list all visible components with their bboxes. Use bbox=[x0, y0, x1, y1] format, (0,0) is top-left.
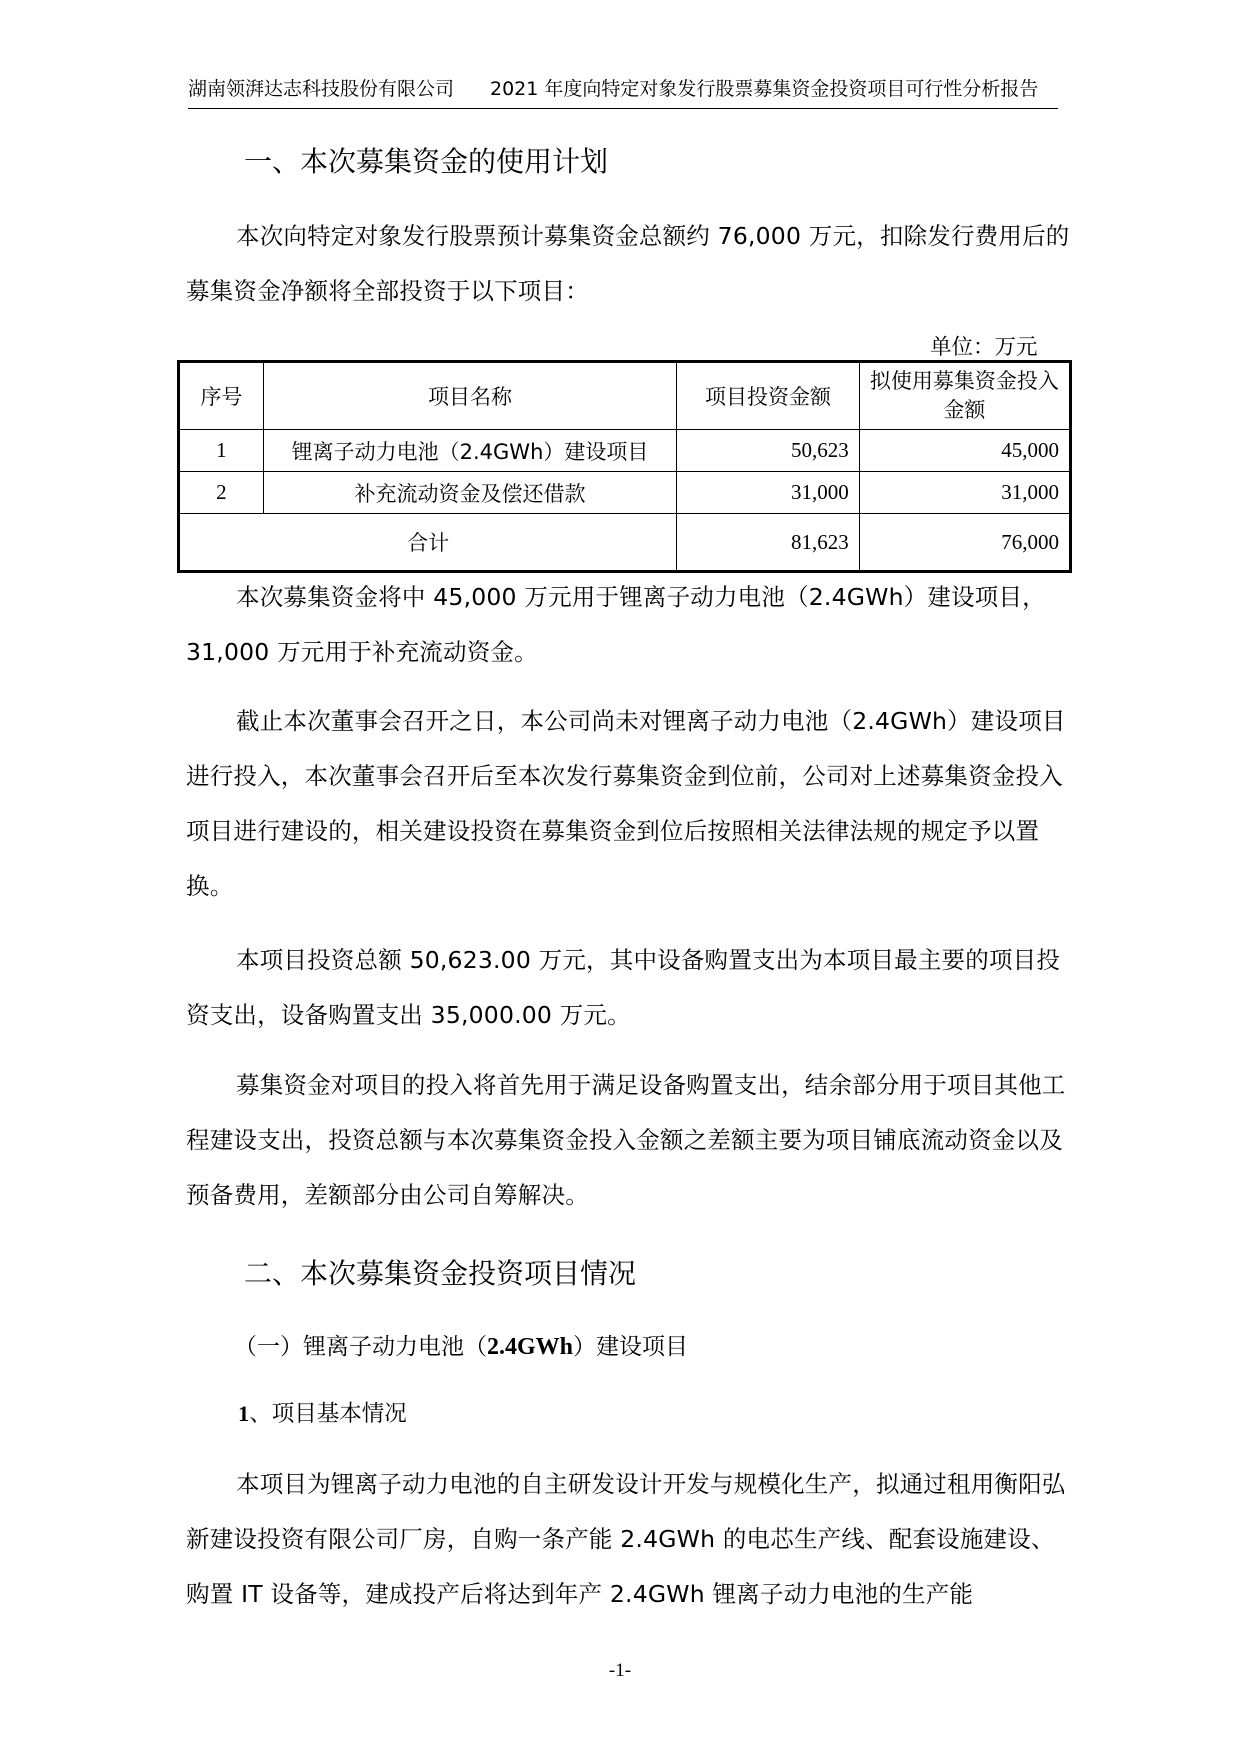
page-number: -1- bbox=[608, 1660, 632, 1681]
row-raise: 31,000 bbox=[859, 472, 1070, 514]
header-no: 序号 bbox=[179, 362, 264, 430]
paragraph-allocation: 本次募集资金将中 45,000 万元用于锂离子动力电池（2.4GWh）建设项目，31,000 万元用于补充流动资金。 bbox=[186, 583, 1046, 666]
table-total-row bbox=[179, 514, 1071, 572]
subtitle-post: ）建设项目 bbox=[573, 1334, 689, 1360]
section2-title: 二、本次募集资金投资项目情况 bbox=[244, 1257, 637, 1290]
paragraph-funding-use: 募集资金对项目的投入将首先用于满足设备购置支出，结余部分用于项目其他工程建设支出，投资总额与本次募集资金投入金额之差额主要为项目铺底流动资金以及预备费用，差额部分由公司自筹解决。 bbox=[186, 1071, 1066, 1209]
header-raise: 拟使用募集资金投入金额 bbox=[859, 362, 1070, 430]
section2-subtitle bbox=[234, 1328, 688, 1361]
table-unit: 单位：万元 bbox=[930, 335, 1038, 360]
item-heading bbox=[238, 1396, 407, 1428]
header-company: 湖南领湃达志科技股份有限公司 bbox=[188, 78, 455, 100]
subtitle-pre: （一）锂离子动力电池（ bbox=[234, 1334, 487, 1360]
row-no: 2 bbox=[179, 472, 264, 514]
item-title: 、项目基本情况 bbox=[249, 1401, 407, 1427]
header-invest: 项目投资金额 bbox=[677, 362, 859, 430]
total-label: 合计 bbox=[179, 514, 677, 572]
row-invest: 50,623 bbox=[677, 430, 859, 472]
header-name: 项目名称 bbox=[263, 362, 677, 430]
paragraph-project-basic: 本项目为锂离子动力电池的自主研发设计开发与规模化生产，拟通过租用衡阳弘新建设投资有限公司厂房，自购一条产能 2.4GWh 的电芯生产线、配套设施建设、购置 IT 设备等，建成投产后将达到年产 2.4GWh 锂离子动力电池的生产能 bbox=[186, 1470, 1066, 1608]
row-raise: 45,000 bbox=[859, 430, 1070, 472]
header-report-title: 2021 年度向特定对象发行股票募集资金投资项目可行性分析报告 bbox=[490, 78, 1039, 100]
total-invest: 81,623 bbox=[677, 514, 859, 572]
fund-table bbox=[177, 360, 1072, 573]
total-raise: 76,000 bbox=[859, 514, 1070, 572]
table-row bbox=[179, 472, 1071, 514]
section1-intro: 本次向特定对象发行股票预计募集资金总额约 76,000 万元，扣除发行费用后的募集资金净额将全部投资于以下项目： bbox=[186, 222, 1070, 305]
table-row bbox=[179, 430, 1071, 472]
section1-title: 一、本次募集资金的使用计划 bbox=[244, 145, 609, 178]
row-name: 锂离子动力电池（2.4GWh）建设项目 bbox=[263, 430, 677, 472]
paragraph-investment: 本项目投资总额 50,623.00 万元，其中设备购置支出为本项目最主要的项目投资支出，设备购置支出 35,000.00 万元。 bbox=[186, 946, 1061, 1029]
table-header-row bbox=[179, 362, 1071, 430]
row-invest: 31,000 bbox=[677, 472, 859, 514]
row-no: 1 bbox=[179, 430, 264, 472]
item-number: 1 bbox=[238, 1401, 250, 1426]
page-header bbox=[188, 74, 1058, 109]
subtitle-capacity: 2.4GWh bbox=[487, 1334, 574, 1360]
paragraph-replacement: 截止本次董事会召开之日，本公司尚未对锂离子动力电池（2.4GWh）建设项目进行投入，本次董事会召开后至本次发行募集资金到位前，公司对上述募集资金投入项目进行建设的，相关建设投资在募集资金到位后按照相关法律法规的规定予以置换。 bbox=[186, 707, 1066, 900]
row-name: 补充流动资金及偿还借款 bbox=[263, 472, 677, 514]
